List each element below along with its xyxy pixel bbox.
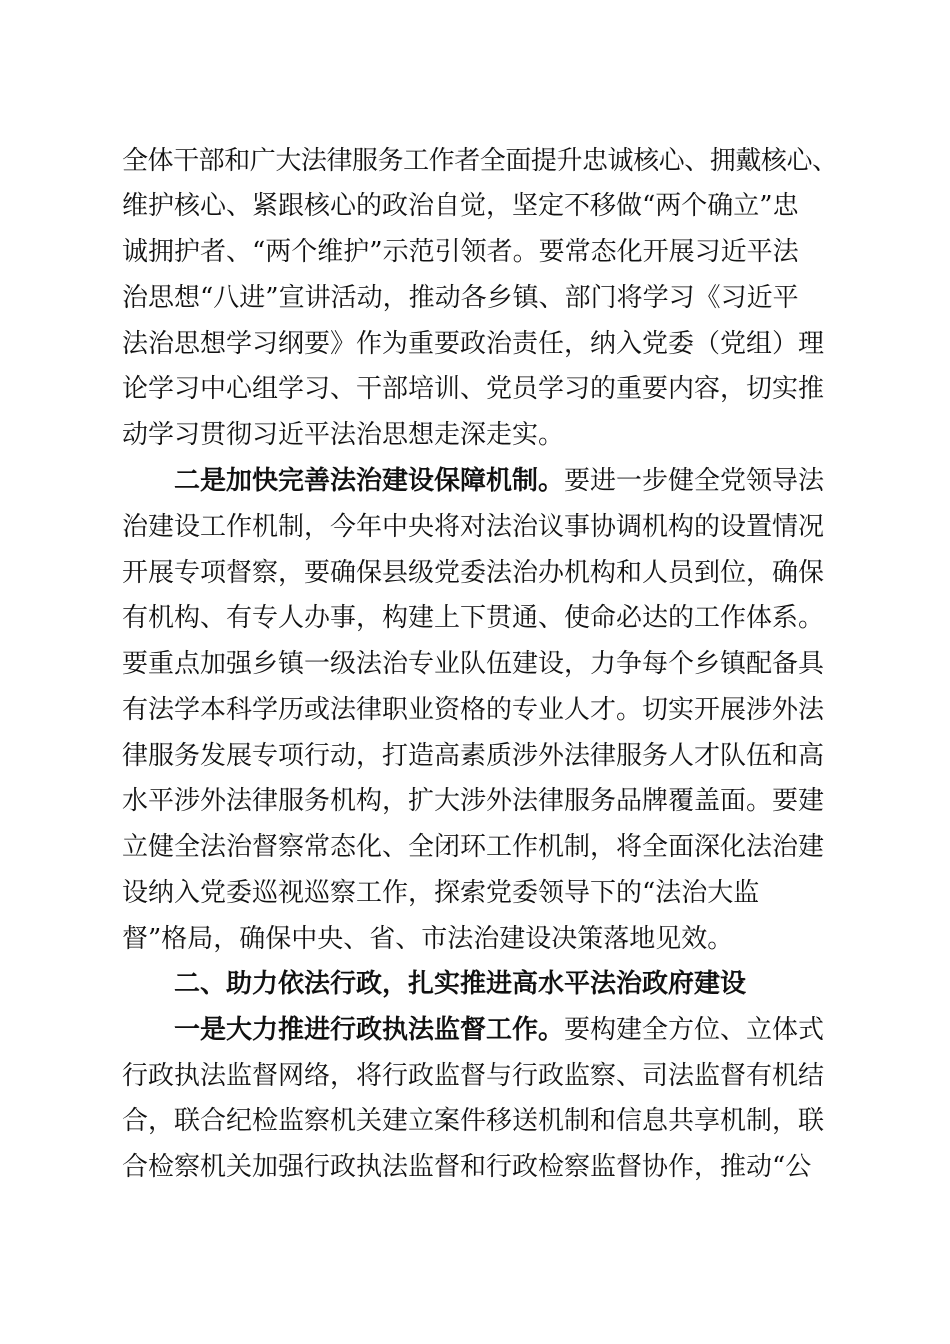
paragraph-1-line-5: 法治思想学习纲要》作为重要政治责任，纳入党委（党组）理 <box>122 329 825 359</box>
paragraph-2-lead: 二是加快完善法治建设保障机制。 <box>174 466 565 496</box>
paragraph-1-line-6: 论学习中心组学习、干部培训、党员学习的重要内容，切实推 <box>122 374 825 404</box>
paragraph-3-first-line-rest: 要构建全方位、立体式 <box>564 1015 825 1045</box>
paragraph-2-line-11: 督”格局，确保中央、省、市法治建设决策落地见效。 <box>122 924 734 954</box>
paragraph-2-line-5: 要重点加强乡镇一级法治专业队伍建设，力争每个乡镇配备具 <box>122 649 825 679</box>
paragraph-1-line-1: 全体干部和广大法律服务工作者全面提升忠诚核心、拥戴核心、 <box>122 146 838 176</box>
paragraph-1-line-2: 维护核心、紧跟核心的政治自觉，坚定不移做“两个确立”忠 <box>122 191 799 221</box>
paragraph-3-lead: 一是大力推进行政执法监督工作。 <box>174 1015 565 1045</box>
paragraph-2-line-4: 有机构、有专人办事，构建上下贯通、使命必达的工作体系。 <box>122 603 825 633</box>
paragraph-3-line-4: 合检察机关加强行政执法监督和行政检察监督协作，推动“公 <box>122 1152 812 1182</box>
paragraph-2-line-9: 立健全法治督察常态化、全闭环工作机制，将全面深化法治建 <box>122 832 825 862</box>
paragraph-2-line-3: 开展专项督察，要确保县级党委法治办机构和人员到位，确保 <box>122 558 825 588</box>
paragraph-3-line-3: 合，联合纪检监察机关建立案件移送机制和信息共享机制，联 <box>122 1106 825 1136</box>
paragraph-1-line-7: 动学习贯彻习近平法治思想走深走实。 <box>122 420 565 450</box>
paragraph-1-line-4: 治思想“八进”宣讲活动，推动各乡镇、部门将学习《习近平 <box>122 283 799 313</box>
paragraph-2-line-1 <box>174 460 838 502</box>
paragraph-2-line-6: 有法学本科学历或法律职业资格的专业人才。切实开展涉外法 <box>122 695 825 725</box>
paragraph-3-line-2: 行政执法监督网络，将行政监督与行政监察、司法监督有机结 <box>122 1061 825 1091</box>
paragraph-1-line-3: 诚拥护者、“两个维护”示范引领者。要常态化开展习近平法 <box>122 237 799 267</box>
section-heading: 二、助力依法行政，扎实推进高水平法治政府建设 <box>174 969 747 999</box>
paragraph-2-line-7: 律服务发展专项行动，打造高素质涉外法律服务人才队伍和高 <box>122 741 825 771</box>
paragraph-2-line-8: 水平涉外法律服务机构，扩大涉外法律服务品牌覆盖面。要建 <box>122 786 825 816</box>
paragraph-3-line-1 <box>174 1009 838 1051</box>
paragraph-2-first-line-rest: 要进一步健全党领导法 <box>564 466 825 496</box>
paragraph-2-line-10: 设纳入党委巡视巡察工作，探索党委领导下的“法治大监 <box>122 878 760 908</box>
paragraph-2-line-2: 治建设工作机制，今年中央将对法治议事协调机构的设置情况 <box>122 512 825 542</box>
